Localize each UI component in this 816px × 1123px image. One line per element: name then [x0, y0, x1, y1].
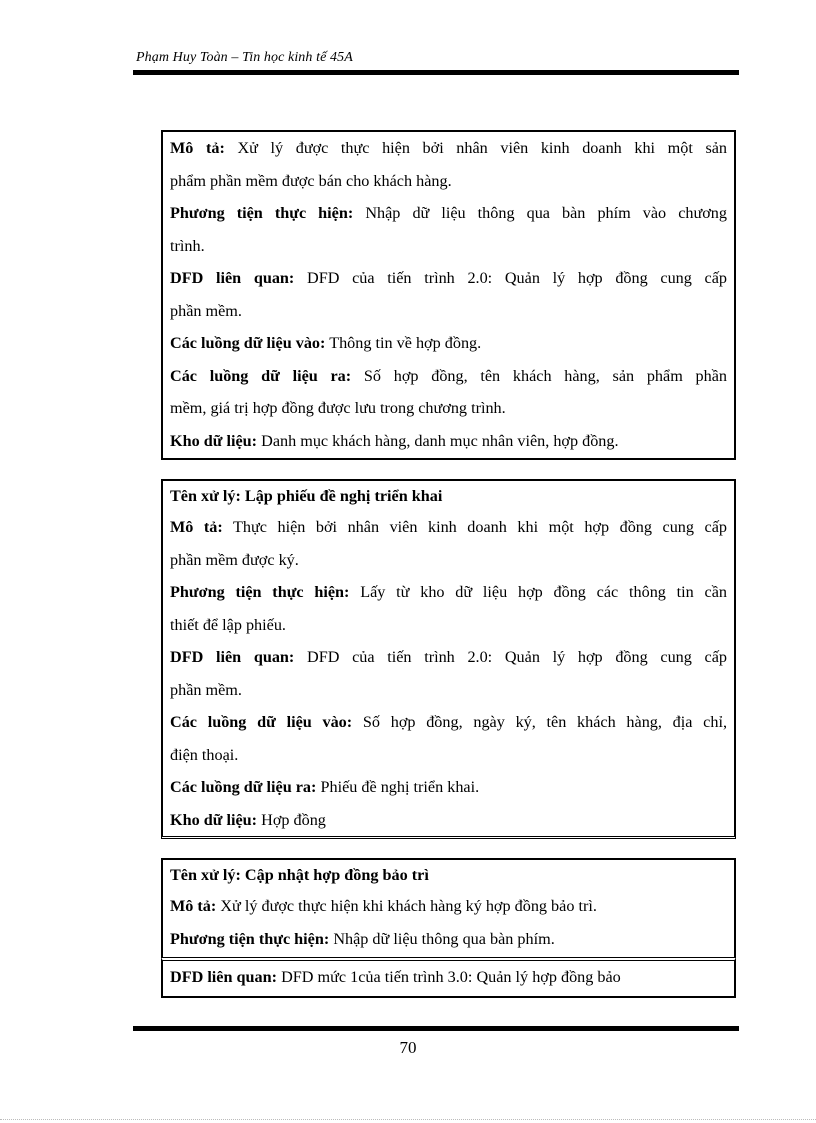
dfd-line-2: phần mềm.: [170, 301, 242, 320]
means-text: Nhập dữ liệu thông qua bàn phím.: [333, 929, 555, 948]
output-flows-line: [170, 771, 727, 804]
dfd-label: DFD liên quan:: [170, 269, 295, 287]
output-flows-line-1: [170, 360, 727, 393]
input-flows-line: [170, 327, 727, 360]
output-flows-label: Các luồng dữ liệu ra:: [170, 366, 352, 385]
description-line-2: phẩm phần mềm được bán cho khách hàng.: [170, 171, 452, 190]
data-store-text: Danh mục khách hàng, danh mục nhân viên, hợp đồng.: [261, 431, 619, 450]
dfd-line: [170, 961, 727, 993]
means-text: Nhập dữ liệu thông qua bàn phím vào chương: [365, 204, 727, 222]
input-flows-line-1: [170, 706, 727, 739]
means-label: Phương tiện thực hiện:: [170, 204, 354, 222]
page-edge-divider: [0, 1119, 816, 1120]
process-box-4: [161, 957, 736, 998]
means-line-1: [170, 576, 727, 609]
dfd-line-2: phần mềm.: [170, 680, 242, 699]
process-name-line: Tên xử lý: Lập phiếu đề nghị triển khai: [170, 487, 443, 505]
output-flows-text: Số hợp đồng, tên khách hàng, sản phẩm phần: [363, 366, 727, 385]
output-flows-text: Phiếu đề nghị triển khai.: [320, 778, 480, 796]
description-text: Xử lý được thực hiện khi khách hàng ký hợp đồng bảo trì.: [220, 897, 597, 915]
means-line: [170, 923, 727, 956]
dfd-label: DFD liên quan:: [170, 648, 295, 666]
data-store-label: Kho dữ liệu:: [170, 810, 258, 829]
means-line-2: trình.: [170, 236, 205, 255]
description-label: Mô tả:: [170, 139, 225, 157]
input-flows-text: Thông tin về hợp đồng.: [329, 334, 482, 352]
means-label: Phương tiện thực hiện:: [170, 929, 330, 948]
dfd-line-1: [170, 262, 727, 295]
means-line-2: thiết để lập phiếu.: [170, 615, 286, 634]
description-line: [170, 890, 727, 923]
input-flows-text: Số hợp đồng, ngày ký, tên khách hàng, địa chỉ,: [362, 713, 728, 731]
data-store-line: [170, 804, 727, 837]
description-label: Mô tả:: [170, 897, 217, 915]
data-store-line: [170, 425, 727, 458]
process-box-2: [161, 479, 736, 839]
dfd-label: DFD liên quan:: [170, 968, 278, 986]
means-label: Phương tiện thực hiện:: [170, 583, 350, 601]
means-text: Lấy từ kho dữ liệu hợp đồng các thông tin cần: [360, 583, 727, 601]
data-store-label: Kho dữ liệu:: [170, 431, 258, 450]
page-number: 70: [399, 1038, 417, 1057]
running-header: Phạm Huy Toàn – Tin học kinh tế 45A: [136, 50, 353, 65]
input-flows-line-2: điện thoại.: [170, 745, 239, 764]
description-line-1: [170, 511, 727, 544]
dfd-text: DFD của tiến trình 2.0: Quản lý hợp đồng cung cấp: [307, 648, 727, 666]
process-name-line: Tên xử lý: Cập nhật hợp đồng bảo trì: [170, 866, 429, 884]
process-box-3: [161, 858, 736, 958]
input-flows-label: Các luồng dữ liệu vào:: [170, 334, 326, 352]
means-line-1: [170, 197, 727, 230]
dfd-text: DFD mức 1của tiến trình 3.0: Quản lý hợp đồng bảo: [281, 968, 621, 986]
dfd-line-1: [170, 641, 727, 674]
description-line-2: phần mềm được ký.: [170, 550, 299, 569]
output-flows-label: Các luồng dữ liệu ra:: [170, 778, 317, 796]
header-rule: [133, 70, 739, 75]
footer-rule: [133, 1026, 739, 1031]
process-box-1: [161, 130, 736, 460]
dfd-text: DFD của tiến trình 2.0: Quản lý hợp đồng cung cấp: [307, 269, 727, 287]
data-store-text: Hợp đồng: [261, 810, 326, 829]
description-text: Xử lý được thực hiện bởi nhân viên kinh doanh khi một sản: [237, 139, 728, 157]
input-flows-label: Các luồng dữ liệu vào:: [170, 713, 353, 731]
description-line-1: [170, 132, 727, 165]
output-flows-line-2: mềm, giá trị hợp đồng được lưu trong chương trình.: [170, 399, 506, 417]
description-label: Mô tả:: [170, 518, 223, 536]
description-text: Thực hiện bởi nhân viên kinh doanh khi một hợp đồng cung cấp: [233, 518, 727, 536]
